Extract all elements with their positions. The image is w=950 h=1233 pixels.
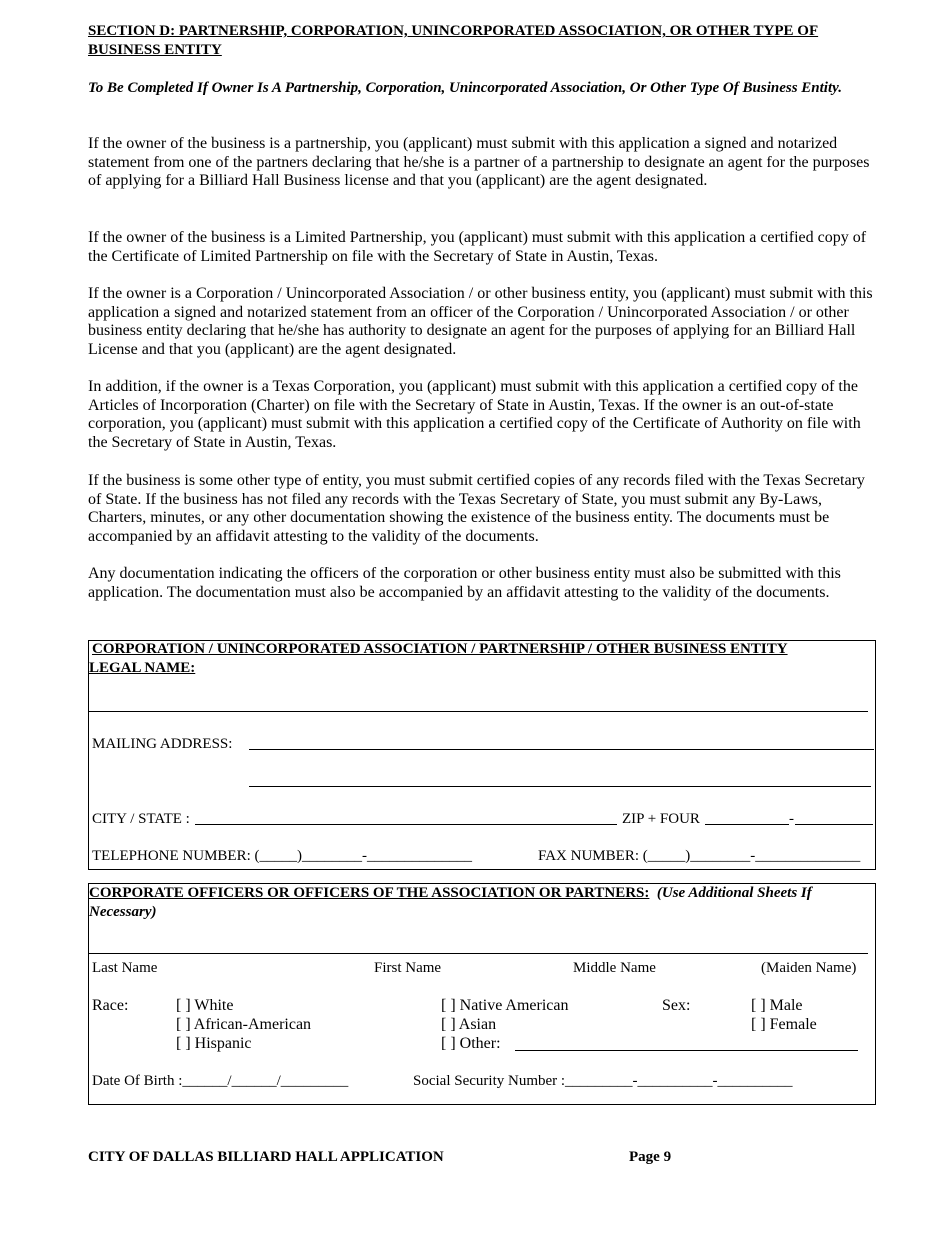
entity-box-title: CORPORATION / UNINCORPORATED ASSOCIATION / PARTNERSHIP / OTHER BUSINESS ENTITY xyxy=(92,641,788,657)
race-option-native-american[interactable]: [ ] Native American xyxy=(441,997,569,1014)
race-option-hispanic[interactable]: [ ] Hispanic xyxy=(176,1035,252,1052)
maiden-name-label: (Maiden Name) xyxy=(761,960,857,976)
zip-label: ZIP + FOUR xyxy=(622,811,700,827)
race-option-white[interactable]: [ ] White xyxy=(176,997,234,1014)
mailing-address-label: MAILING ADDRESS: xyxy=(92,736,233,752)
zip-dash: - xyxy=(789,811,794,827)
race-other-field[interactable] xyxy=(515,1050,858,1051)
zip-four-field[interactable] xyxy=(795,824,873,825)
paragraph-partnership: If the owner of the business is a partnership, you (applicant) must submit with this application a signed and notarized statement from one of the partners declaring that he/she is a partner of a partnership to designate an agent for the purposes of applying for a Billiard Hall Business license and that you (applicant) are the agent designated. xyxy=(88,135,870,190)
date-of-birth-field[interactable]: Date Of Birth :______/______/_________ xyxy=(92,1073,349,1089)
section-subheading: To Be Completed If Owner Is A Partnership, Corporation, Unincorporated Association, Or Other Type Of Business Entity. xyxy=(88,80,842,96)
race-option-african-american[interactable]: [ ] African-American xyxy=(176,1016,312,1033)
legal-name-field[interactable] xyxy=(89,711,868,712)
mailing-address-field-1[interactable] xyxy=(249,749,874,750)
race-option-other[interactable]: [ ] Other: xyxy=(441,1035,501,1052)
paragraph-texas-corporation: In addition, if the owner is a Texas Corporation, you (applicant) must submit with this application a certified copy of the Articles of Incorporation (Charter) on file with the Secretary of State in Austin, Texas. If the owner is an out-of-state corporation, you (applicant) must submit with this application a certified copy of the Certificate of Authority on file with the Secretary of State in Austin, Texas. xyxy=(88,378,861,452)
race-label: Race: xyxy=(92,997,129,1014)
paragraph-corporation: If the owner is a Corporation / Unincorporated Association / or other business entity, you (applicant) must submit with this application a signed and notarized statement from an officer of the Corporation / Unincorporated Association / or other business entity declaring that he/she has authority to designate an agent for the purposes of applying for an Billiard Hall License and that you (applicant) are the agent designated. xyxy=(88,285,873,359)
paragraph-officers-documentation: Any documentation indicating the officers of the corporation or other business entity must also be submitted with this application. The documentation must also be accompanied by an affidavit attesting to the validity of the documents. xyxy=(88,565,841,601)
race-option-asian[interactable]: [ ] Asian xyxy=(441,1016,497,1033)
legal-name-label: LEGAL NAME: xyxy=(89,660,196,676)
paragraph-limited-partnership: If the owner of the business is a Limited Partnership, you (applicant) must submit with this application a certified copy of the Certificate of Limited Partnership on file with the Secretary of State in Austin, Texas. xyxy=(88,229,867,265)
officers-box-header xyxy=(89,884,859,922)
entity-info-box xyxy=(88,640,876,870)
sex-option-female[interactable]: [ ] Female xyxy=(751,1016,817,1033)
social-security-number-field[interactable]: Social Security Number :_________-__________-__________ xyxy=(413,1073,793,1089)
footer-title: CITY OF DALLAS BILLIARD HALL APPLICATION xyxy=(88,1149,444,1165)
paragraph-other-entity: If the business is some other type of entity, you must submit certified copies of any records filed with the Texas Secretary of State. If the business has not filed any records with the Texas Secretary of State, you must submit any By-Laws, Charters, minutes, or any other documentation showing the existence of the business entity. The documents must be accompanied by an affidavit attesting to the validity of the documents. xyxy=(88,472,865,546)
officers-box-title: CORPORATE OFFICERS OR OFFICERS OF THE ASSOCIATION OR PARTNERS: xyxy=(89,885,650,901)
section-heading: SECTION D: PARTNERSHIP, CORPORATION, UNINCORPORATED ASSOCIATION, OR OTHER TYPE OF BUSINESS ENTITY xyxy=(88,23,819,58)
city-state-label: CITY / STATE : xyxy=(92,811,190,827)
sex-label: Sex: xyxy=(662,997,691,1014)
last-name-label: Last Name xyxy=(92,960,158,976)
officer-name-field[interactable] xyxy=(89,953,868,954)
city-state-field[interactable] xyxy=(195,824,617,825)
fax-number-field[interactable]: FAX NUMBER: (_____)________-______________ xyxy=(538,848,861,864)
telephone-number-field[interactable]: TELEPHONE NUMBER: (_____)________-______________ xyxy=(92,848,472,864)
sex-option-male[interactable]: [ ] Male xyxy=(751,997,803,1014)
middle-name-label: Middle Name xyxy=(573,960,656,976)
first-name-label: First Name xyxy=(374,960,442,976)
zip-field[interactable] xyxy=(705,824,789,825)
mailing-address-field-2[interactable] xyxy=(249,786,871,787)
officers-box-note: (Use Additional Sheets If Necessary) xyxy=(89,885,812,920)
page-number: Page 9 xyxy=(629,1149,672,1165)
